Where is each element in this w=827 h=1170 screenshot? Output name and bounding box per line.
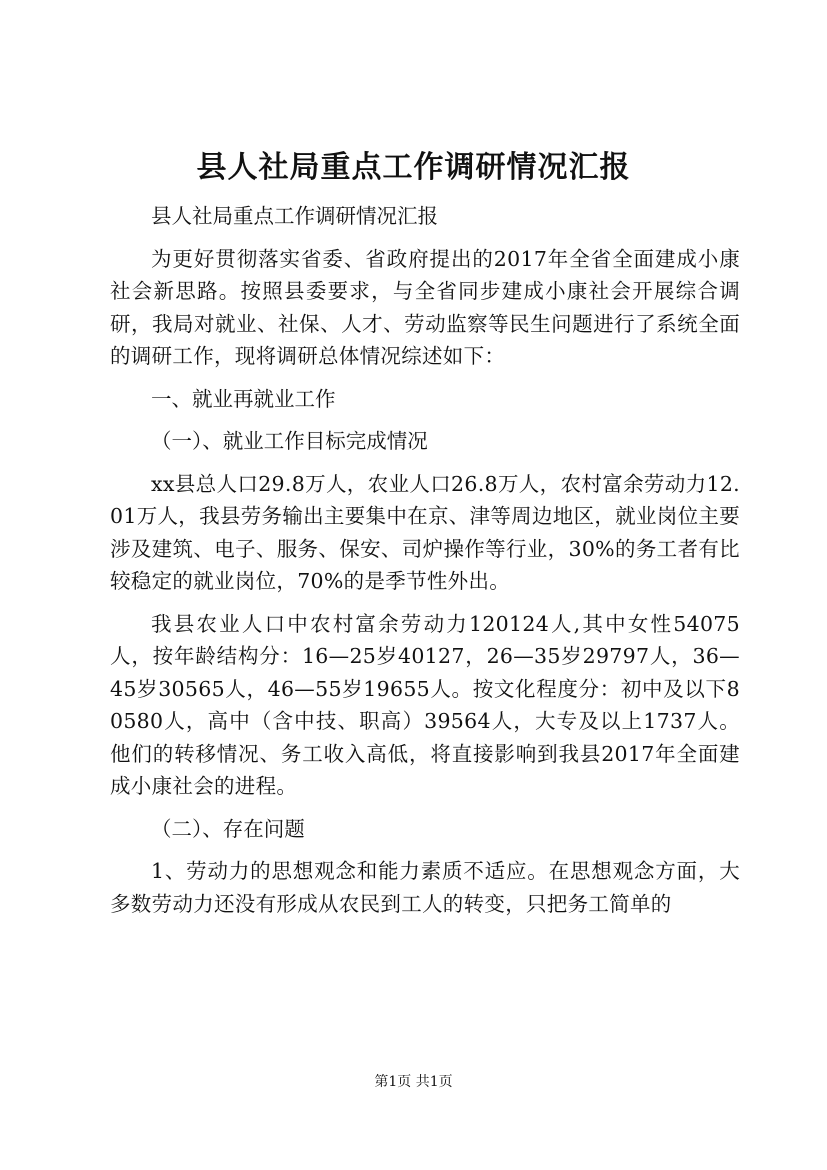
section-heading-employment: 一、就业再就业工作 xyxy=(151,386,336,411)
intro-paragraph: 为更好贯彻落实省委、省政府提出的2017年全省全面建成小康社会新思路。按照县委要求，与全省同步建成小康社会开展综合调研，我局对就业、社保、人才、劳动监察等民生问题进行了系统全面的调研工作，现将调研总体情况综述如下： xyxy=(110,246,740,368)
document-body xyxy=(110,200,740,920)
labor-structure-paragraph: 我县农业人口中农村富余劳动力120124人,其中女性54075人，按年龄结构分：16—25岁40127，26—35岁29797人，36—45岁30565人，46—55岁19655人。按文化程度分：初中及以下80580人，高中（含中技、职高）39564人，大专及以上1737人。他们的转移情况、务工收入高低，将直接影响到我县2017年全面建成小康社会的进程。 xyxy=(110,611,740,798)
repeated-title-paragraph: 县人社局重点工作调研情况汇报 xyxy=(151,204,438,228)
page-number-footer: 第1页 共1页 xyxy=(374,1074,453,1090)
problem-paragraph-1: 1、劳动力的思想观念和能力素质不适应。在思想观念方面，大多数劳动力还没有形成从农民到工人的转变，只把务工简单的 xyxy=(110,859,740,916)
population-paragraph: xx县总人口29.8万人，农业人口26.8万人，农村富余劳动力12.01万人，我县劳务输出主要集中在京、津等周边地区，就业岗位主要涉及建筑、电子、服务、保安、司炉操作等行业，30%的务工者有比较稳定的就业岗位，70%的是季节性外出。 xyxy=(110,471,740,593)
subsection-heading-problems: （二）、存在问题 xyxy=(151,816,305,841)
subsection-heading-targets: （一）、就业工作目标完成情况 xyxy=(151,429,428,453)
document-title: 县人社局重点工作调研情况汇报 xyxy=(196,150,631,185)
